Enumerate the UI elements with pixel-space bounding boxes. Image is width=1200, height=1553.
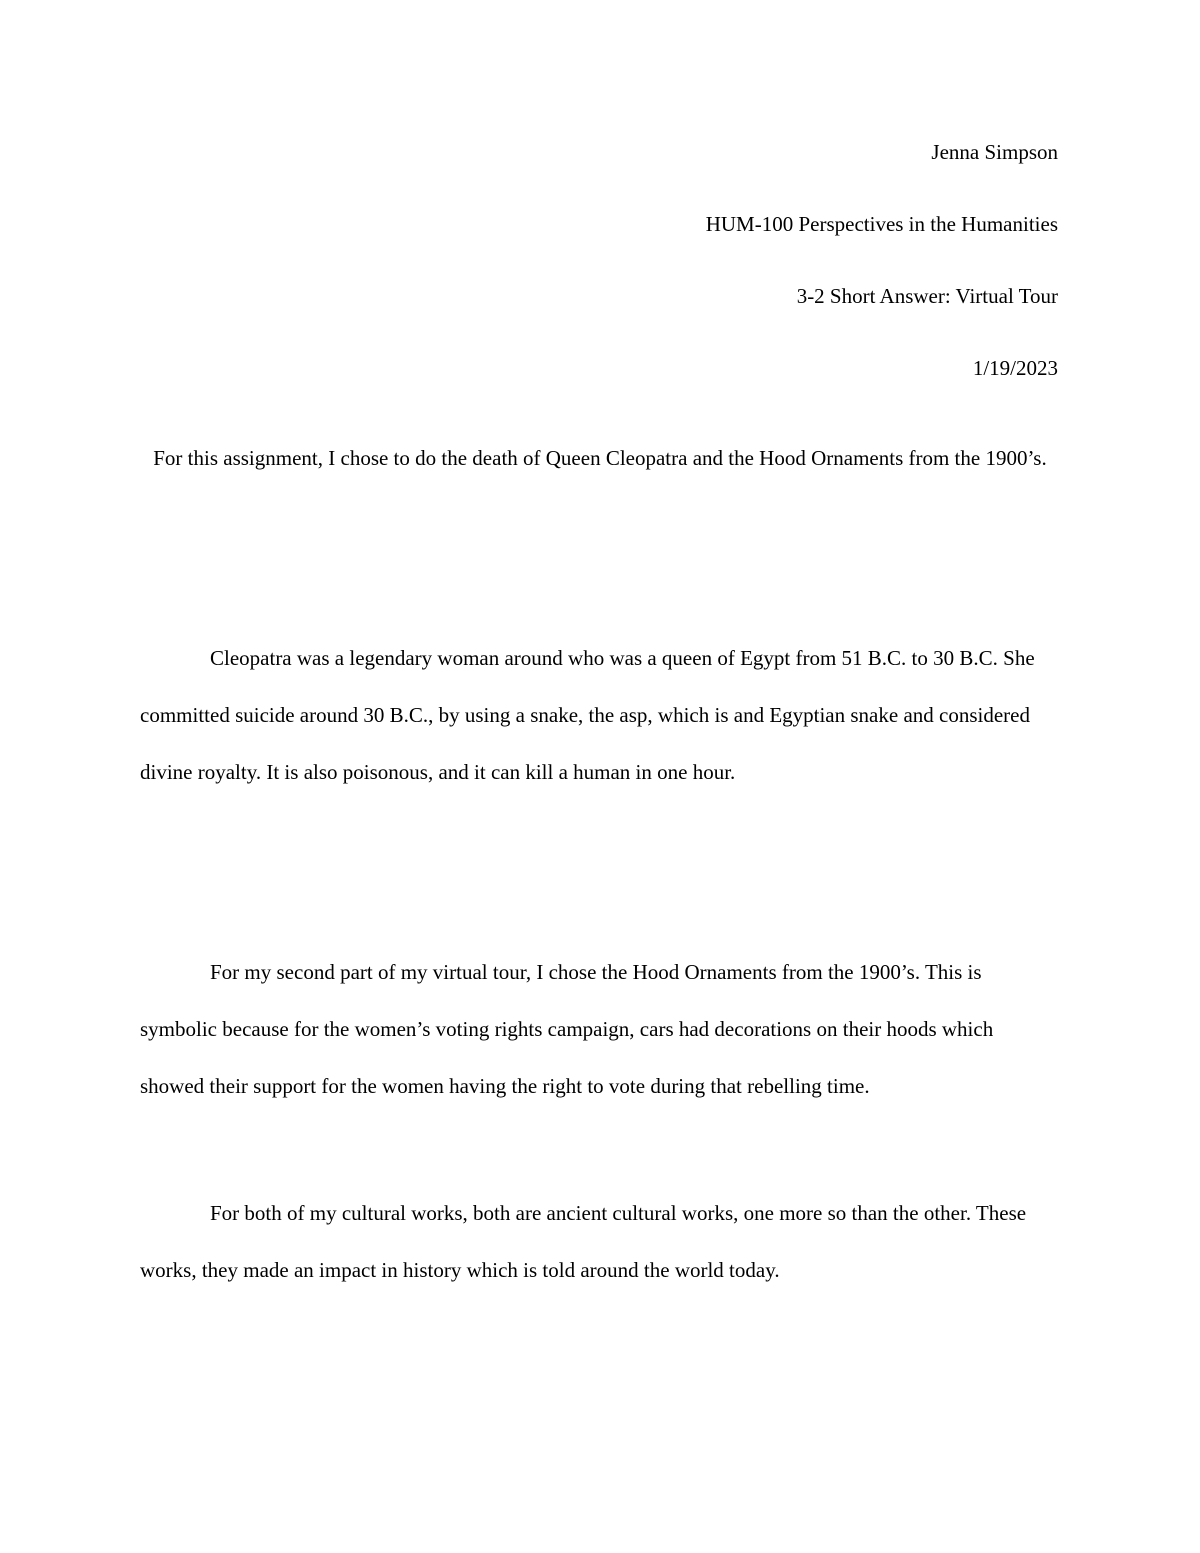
paragraph-cleopatra: Cleopatra was a legendary woman around who was a queen of Egypt from 51 B.C. to 30 B.C. She committed suicide around 30 B.C., by using a snake, the asp, which is and Egyptian snake and considered divine royalty. It is also poisonous, and it can kill a human in one hour. xyxy=(140,646,1035,784)
paragraph-hood-ornaments: For my second part of my virtual tour, I chose the Hood Ornaments from the 1900’s. This is symbolic because for the women’s voting rights campaign, cars had decorations on their hoods which showed their support for the women having the right to vote during that rebelling time. xyxy=(140,960,994,1098)
author-name: Jenna Simpson xyxy=(931,140,1058,164)
document-date: 1/19/2023 xyxy=(972,356,1058,380)
course-title: HUM-100 Perspectives in the Humanities xyxy=(705,212,1058,236)
assignment-title: 3-2 Short Answer: Virtual Tour xyxy=(796,284,1058,308)
paragraph-conclusion: For both of my cultural works, both are ancient cultural works, one more so than the other. These works, they made an impact in history which is told around the world today. xyxy=(140,1201,1027,1282)
intro-paragraph: For this assignment, I chose to do the death of Queen Cleopatra and the Hood Ornaments from the 1900’s. xyxy=(153,446,1047,470)
document-header xyxy=(706,140,1058,428)
